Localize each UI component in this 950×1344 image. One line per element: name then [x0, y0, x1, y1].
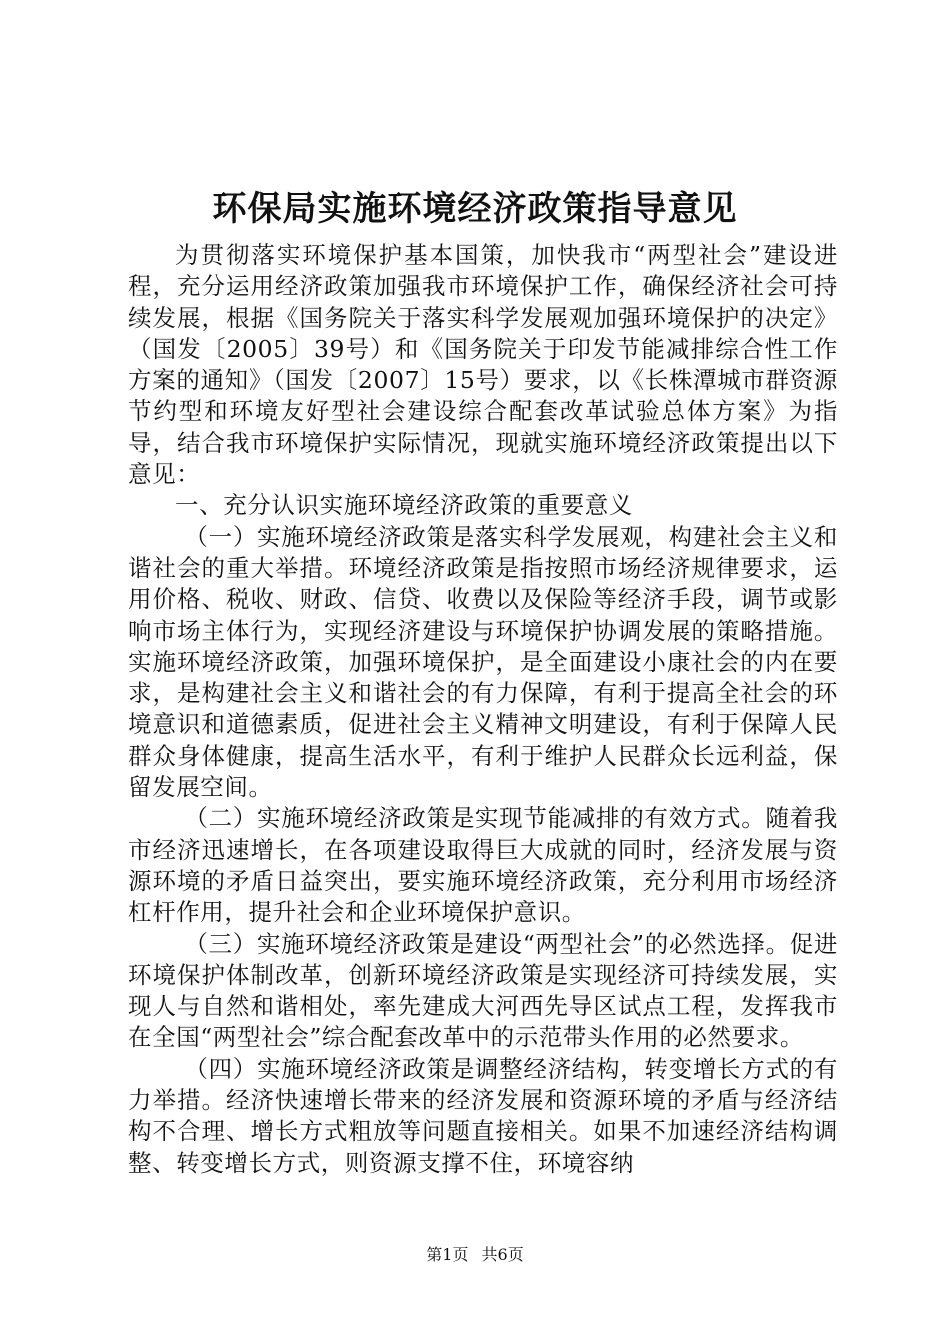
document-title: 环保局实施环境经济政策指导意见 [212, 189, 738, 229]
subsection-paragraph-3: （三）实施环境经济政策是建设“两型社会”的必然选择。促进环境保护体制改革，创新环境经济政策是实现经济可持续发展，实现人与自然和谐相处，率先建成大河西先导区试点工程，发挥我市在全国“两型社会”综合配套改革中的示范带头作用的必然要求。 [128, 929, 838, 1052]
subsection-paragraph-2: （二）实施环境经济政策是实现节能减排的有效方式。随着我市经济迅速增长，在各项建设取得巨大成就的同时，经济发展与资源环境的矛盾日益突出，要实施环境经济政策，充分利用市场经济杠杆作用，提升社会和企业环境保护意识。 [128, 804, 838, 927]
page-footer [0, 1245, 950, 1265]
section-heading-1: 一、充分认识实施环境经济政策的重要意义 [175, 491, 633, 520]
subsection-paragraph-4: （四）实施环境经济政策是调整经济结构，转变增长方式的有力举措。经济快速增长带来的经济发展和资源环境的矛盾与经济结构不合理、增长方式粗放等问题直接相关。如果不加速经济结构调整、转变增长方式，则资源支撑不住，环境容纳 [128, 1054, 838, 1177]
intro-paragraph: 为贯彻落实环境保护基本国策，加快我市“两型社会”建设进程，充分运用经济政策加强我市环境保护工作，确保经济社会可持续发展，根据《国务院关于落实科学发展观加强环境保护的决定》（国发〔2005〕39号）和《国务院关于印发节能减排综合性工作方案的通知》（国发〔2007〕15号）要求，以《长株潭城市群资源节约型和环境友好型社会建设综合配套改革试验总体方案》为指导，结合我市环境保护实际情况，现就实施环境经济政策提出以下意见： [128, 241, 838, 489]
page-number: 第1页 [426, 1245, 469, 1264]
total-pages: 共6页 [481, 1245, 524, 1264]
document-body [128, 240, 838, 1179]
subsection-paragraph-1: （一）实施环境经济政策是落实科学发展观，构建社会主义和谐社会的重大举措。环境经济政策是指按照市场经济规律要求，运用价格、税收、财政、信贷、收费以及保险等经济手段，调节或影响市场主体行为，实现经济建设与环境保护协调发展的策略措施。实施环境经济政策，加强环境保护，是全面建设小康社会的内在要求，是构建社会主义和谐社会的有力保障，有利于提高全社会的环境意识和道德素质，促进社会主义精神文明建设，有利于保障人民群众身体健康，提高生活水平，有利于维护人民群众长远利益，保留发展空间。 [128, 522, 838, 802]
